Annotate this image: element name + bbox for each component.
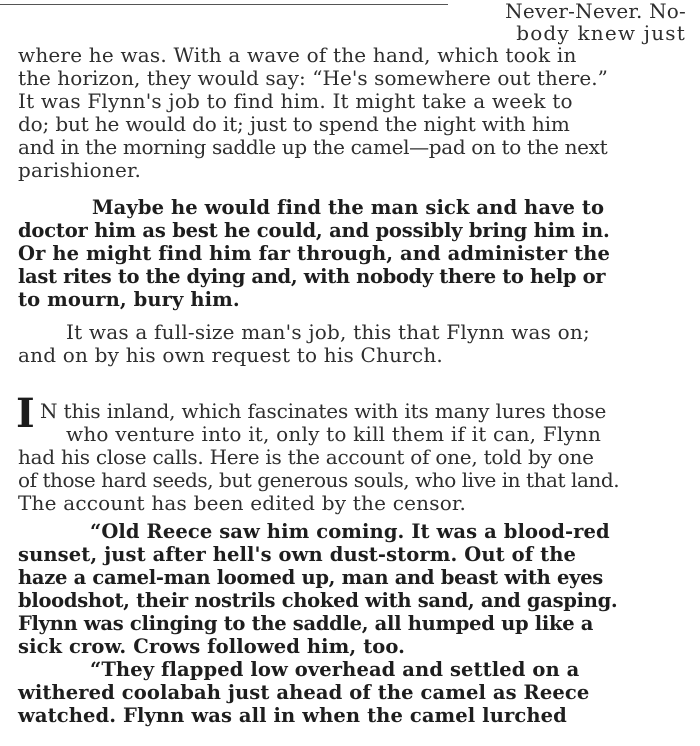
text-line: and in the morning saddle up the camel—pad on to the next [18,135,608,159]
text-line: bloodshot, their nostrils choked with sand, and gasping. [18,589,618,612]
text-line: sunset, just after hell's own dust-storm. Out of the [18,543,577,566]
text-line: where he was. With a wave of the hand, which took in [18,43,577,67]
text-line: watched. Flynn was all in when the camel lurched [18,704,567,727]
text-line: body knew just [516,21,686,45]
text-line: the horizon, they would say: “He's somewhere out there.” [18,66,608,90]
text-line: who venture into it, only to kill them if it can, Flynn [66,422,602,446]
text-line: “They flapped low overhead and settled on a [90,658,580,681]
text-line: “Old Reece saw him coming. It was a blood-red [90,520,610,543]
text-line: Never-Never. No- [505,0,686,23]
text-line: It was Flynn's job to find him. It might take a week to [18,89,573,113]
text-line: Flynn was clinging to the saddle, all humped up like a [18,612,594,635]
text-line: Or he might find him far through, and administer the [18,242,610,265]
text-line: doctor him as best he could, and possibly bring him in. [18,219,610,242]
text-line: N this inland, which fascinates with its many lures those [40,399,607,423]
text-line: do; but he would do it; just to spend the night with him [18,112,570,136]
drop-cap: I [16,390,35,437]
text-line: sick crow. Crows followed him, too. [18,635,406,658]
text-line: Maybe he would find the man sick and have to [92,196,605,219]
text-line: and on by his own request to his Church. [18,343,443,367]
text-line: The account has been edited by the censor. [18,491,467,515]
text-line: of those hard seeds, but generous souls, who live in that land. [18,468,620,492]
clipping-border-rule [0,4,448,5]
text-line: last rites to the dying and, with nobody there to help or [18,265,606,288]
text-line: to mourn, bury him. [18,288,240,311]
text-line: withered coolabah just ahead of the camel as Reece [18,681,590,704]
text-line: It was a full-size man's job, this that Flynn was on; [66,320,590,344]
text-line: haze a camel-man loomed up, man and beast with eyes [18,566,603,589]
text-line: parishioner. [18,158,142,182]
text-line: had his close calls. Here is the account of one, told by one [18,445,594,469]
